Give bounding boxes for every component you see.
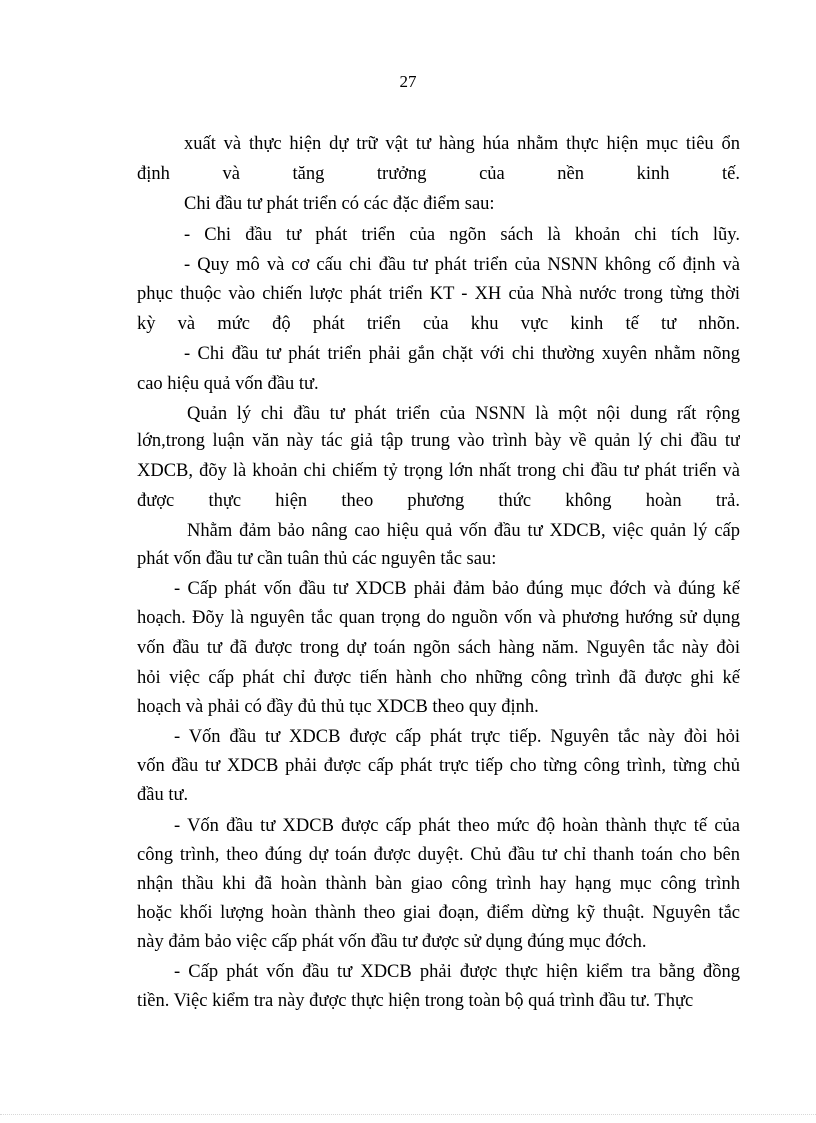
page-bottom-rule <box>0 1114 816 1115</box>
text-line: này đảm bảo việc cấp phát vốn đầu tư được sử dụng đúng mục đớch. <box>137 932 647 952</box>
text-line: kỳ và mức độ phát triển của khu vực kinh tế tư nhõn. <box>137 314 740 334</box>
text-line: tiền. Việc kiểm tra này được thực hiện trong toàn bộ quá trình đầu tư. Thực <box>137 991 694 1011</box>
text-line: - Quy mô và cơ cấu chi đầu tư phát triển của NSNN không cố định và <box>184 255 740 275</box>
text-line: - Chi đầu tư phát triển của ngõn sách là khoản chi tích lũy. <box>184 225 740 245</box>
text-line: - Cấp phát vốn đầu tư XDCB phải đảm bảo đúng mục đớch và đúng kế <box>174 579 740 599</box>
text-line: - Cấp phát vốn đầu tư XDCB phải được thực hiện kiểm tra bằng đồng <box>174 962 740 982</box>
text-line: vốn đầu tư đã được trong dự toán ngõn sách hàng năm. Nguyên tắc này đòi <box>137 638 740 658</box>
text-line: phục thuộc vào chiến lược phát triển KT - XH của Nhà nước trong từng thời <box>137 284 740 304</box>
text-line: nhận thầu khi đã hoàn thành bàn giao công trình hay hạng mục công trình <box>137 874 740 894</box>
text-line: công trình, theo đúng dự toán được duyệt. Chủ đầu tư chỉ thanh toán cho bên <box>137 845 740 865</box>
text-line: Nhằm đảm bảo nâng cao hiệu quả vốn đầu tư XDCB, việc quản lý cấp <box>187 521 740 541</box>
text-line: định và tăng trưởng của nền kinh tế. <box>137 164 740 184</box>
text-line: - Vốn đầu tư XDCB được cấp phát trực tiếp. Nguyên tắc này đòi hỏi <box>174 727 740 747</box>
text-line: được thực hiện theo phương thức không hoàn trả. <box>137 491 740 511</box>
text-line: xuất và thực hiện dự trữ vật tư hàng húa nhằm thực hiện mục tiêu ổn <box>184 134 740 154</box>
page-number: 27 <box>399 72 417 91</box>
text-line: - Chi đầu tư phát triển phải gắn chặt với chi thường xuyên nhằm nõng <box>184 344 740 364</box>
text-line: XDCB, đõy là khoản chi chiếm tỷ trọng lớn nhất trong chi đầu tư phát triển và <box>137 461 740 481</box>
text-line: hỏi việc cấp phát chỉ được tiến hành cho những công trình đã được ghi kế <box>137 668 740 688</box>
text-line: Quản lý chi đầu tư phát triển của NSNN là một nội dung rất rộng <box>187 404 740 424</box>
text-line: vốn đầu tư XDCB phải được cấp phát trực tiếp cho từng công trình, từng chủ <box>137 756 740 776</box>
text-line: đầu tư. <box>137 785 189 805</box>
text-line: hoạch và phải có đầy đủ thủ tục XDCB theo quy định. <box>137 697 539 717</box>
text-line: hoạch. Đõy là nguyên tắc quan trọng do nguồn vốn và phương hướng sử dụng <box>137 608 740 628</box>
text-line: cao hiệu quả vốn đầu tư. <box>137 374 319 394</box>
text-line: lớn,trong luận văn này tác giả tập trung vào trình bày về quản lý chi đầu tư <box>137 431 740 451</box>
text-line: - Vốn đầu tư XDCB được cấp phát theo mức độ hoàn thành thực tế của <box>174 816 740 836</box>
text-line: hoặc khối lượng hoàn thành theo giai đoạn, điểm dừng kỹ thuật. Nguyên tắc <box>137 903 740 923</box>
text-line: phát vốn đầu tư cần tuân thủ các nguyên tắc sau: <box>137 549 497 569</box>
text-line: Chi đầu tư phát triển có các đặc điểm sau: <box>184 194 495 214</box>
